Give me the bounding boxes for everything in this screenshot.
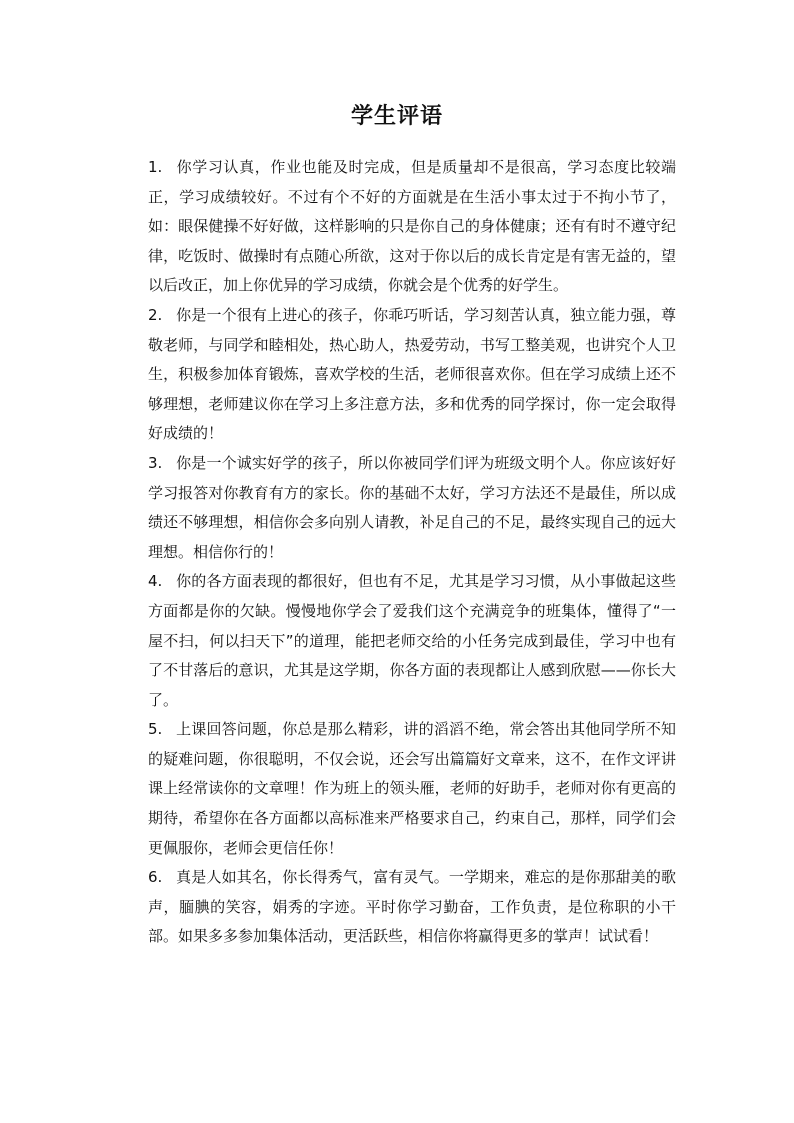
comment-list <box>148 153 676 952</box>
comment-item-2 <box>148 301 676 449</box>
comment-text: 你是一个诚实好学的孩子，所以你被同学们评为班级文明个人。你应该好好学习报答对你教育有方的家长。你的基础不太好，学习方法还不是最佳，所以成绩还不够理想，相信你会多向别人请教，补足自己的不足，最终实现自己的远大理想。相信你行的！ <box>148 453 676 561</box>
comment-number: 2. <box>148 305 163 324</box>
comment-item-4 <box>148 567 676 715</box>
comment-number: 3. <box>148 453 163 472</box>
comment-number: 5. <box>148 720 163 739</box>
comment-number: 6. <box>148 868 163 887</box>
comment-number: 1. <box>148 158 163 176</box>
comment-text: 你是一个很有上进心的孩子，你乖巧听话，学习刻苦认真，独立能力强，尊敬老师，与同学和睦相处，热心助人，热爱劳动，书写工整美观，也讲究个人卫生，积极参加体育锻炼，喜欢学校的生活，老师很喜欢你。但在学习成绩上还不够理想，老师建议你在学习上多注意方法，多和优秀的同学探讨，你一定会取得好成绩的！ <box>148 305 676 443</box>
comment-number: 4. <box>148 572 163 591</box>
comment-text: 你的各方面表现的都很好，但也有不足，尤其是学习习惯，从小事做起这些方面都是你的欠缺。慢慢地你学会了爱我们这个充满竞争的班集体，懂得了“一屋不扫，何以扫天下”的道理，能把老师交给的小任务完成到最佳，学习中也有了不甘落后的意识，尤其是这学期，你各方面的表现都让人感到欣慰——你长大了。 <box>148 572 676 709</box>
document-title: 学生评语 <box>350 103 443 129</box>
comment-item-1 <box>148 153 676 301</box>
comment-text: 你学习认真，作业也能及时完成，但是质量却不是很高，学习态度比较端正，学习成绩较好。不过有个不好的方面就是在生活小事太过于不拘小节了，如：眼保健操不好好做，这样影响的只是你自己的身体健康；还有有时不遵守纪律，吃饭时、做操时有点随心所欲，这对于你以后的成长肯定是有害无益的，望以后改正，加上你优异的学习成绩，你就会是个优秀的好学生。 <box>148 158 676 295</box>
comment-item-3 <box>148 449 676 567</box>
comment-text: 上课回答问题，你总是那么精彩，讲的滔滔不绝，常会答出其他同学所不知的疑难问题，你很聪明，不仅会说，还会写出篇篇好文章来，这不，在作文评讲课上经常读你的文章哩！作为班上的领头雁，老师的好助手，老师对你有更高的期待，希望你在各方面都以高标准来严格要求自己，约束自己，那样，同学们会更佩服你，老师会更信任你！ <box>148 720 676 857</box>
comment-text: 真是人如其名，你长得秀气，富有灵气。一学期来，难忘的是你那甜美的歌声，腼腆的笑容，娟秀的字迹。平时你学习勤奋，工作负责，是位称职的小干部。如果多多参加集体活动，更活跃些，相信你将赢得更多的掌声！试试看！ <box>148 868 676 946</box>
comment-item-6 <box>148 863 676 952</box>
comment-item-5 <box>148 715 676 863</box>
